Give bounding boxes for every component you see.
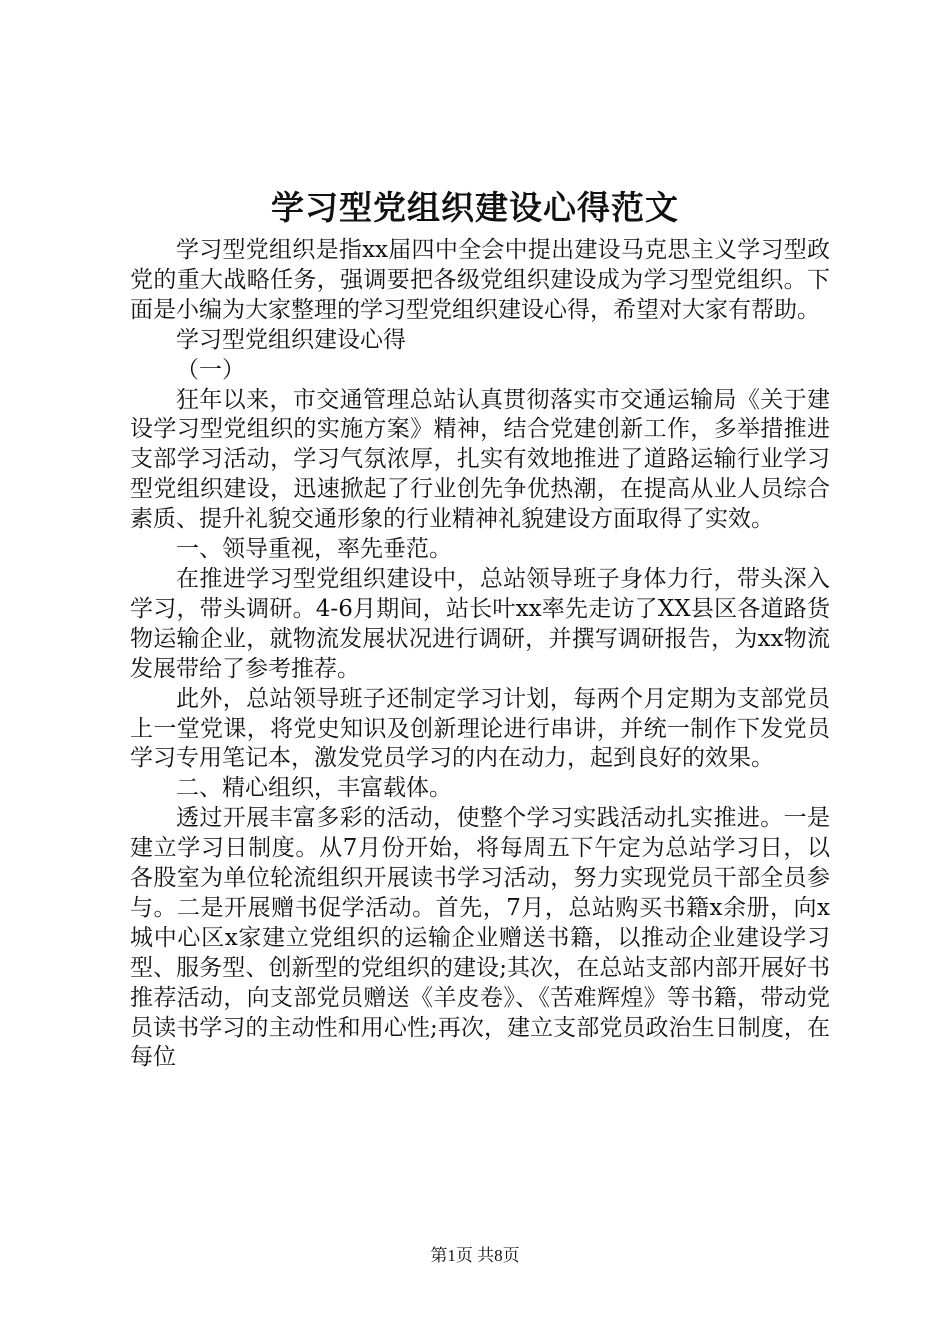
- document-body: [130, 236, 830, 1073]
- body-paragraph: 此外，总站领导班子还制定学习计划，每两个月定期为支部党员上一堂党课，将党史知识及创新理论进行串讲，并统一制作下发党员学习专用笔记本，激发党员学习的内在动力，起到良好的效果。: [130, 685, 830, 772]
- body-paragraph: 透过开展丰富多彩的活动，使整个学习实践活动扎实推进。一是建立学习日制度。从7月份开始，将每周五下午定为总站学习日，以各股室为单位轮流组织开展读书学习活动，努力实现党员干部全员参与。二是开展赠书促学活动。首先，7月，总站购买书籍x余册，向x城中心区x家建立党组织的运输企业赠送书籍，以推动企业建设学习型、服务型、创新型的党组织的建设;其次，在总站支部内部开展好书推荐活动，向支部党员赠送《羊皮卷》、《苦难辉煌》等书籍，带动党员读书学习的主动性和用心性;再次，建立支部党员政治生日制度，在每位: [130, 805, 830, 1071]
- point-heading: 一、领导重视，率先垂范。: [176, 536, 452, 563]
- document-title: 学习型党组织建设心得范文: [271, 188, 679, 227]
- section-heading: 学习型党组织建设心得: [176, 326, 406, 353]
- page-number-footer: 第1页 共8页: [430, 1246, 520, 1265]
- intro-paragraph: 学习型党组织是指xx届四中全会中提出建设马克思主义学习型政党的重大战略任务，强调要把各级党组织建设成为学习型党组织。下面是小编为大家整理的学习型党组织建设心得，希望对大家有帮助。: [130, 237, 830, 323]
- body-paragraph: 在推进学习型党组织建设中，总站领导班子身体力行，带头深入学习，带头调研。4-6月期间，站长叶xx率先走访了XX县区各道路货物运输企业，就物流发展状况进行调研，并撰写调研报告，为xx物流发展带给了参考推荐。: [130, 565, 830, 682]
- body-paragraph: 狂年以来，市交通管理总站认真贯彻落实市交通运输局《关于建设学习型党组织的实施方案》精神，结合党建创新工作，多举措推进支部学习活动，学习气氛浓厚，扎实有效地推进了道路运输行业学习型党组织建设，迅速掀起了行业创先争优热潮，在提高从业人员综合素质、提升礼貌交通形象的行业精神礼貌建设方面取得了实效。: [130, 386, 830, 533]
- point-heading: 二、精心组织，丰富载体。: [176, 775, 452, 802]
- subsection-number: （一）: [176, 356, 245, 383]
